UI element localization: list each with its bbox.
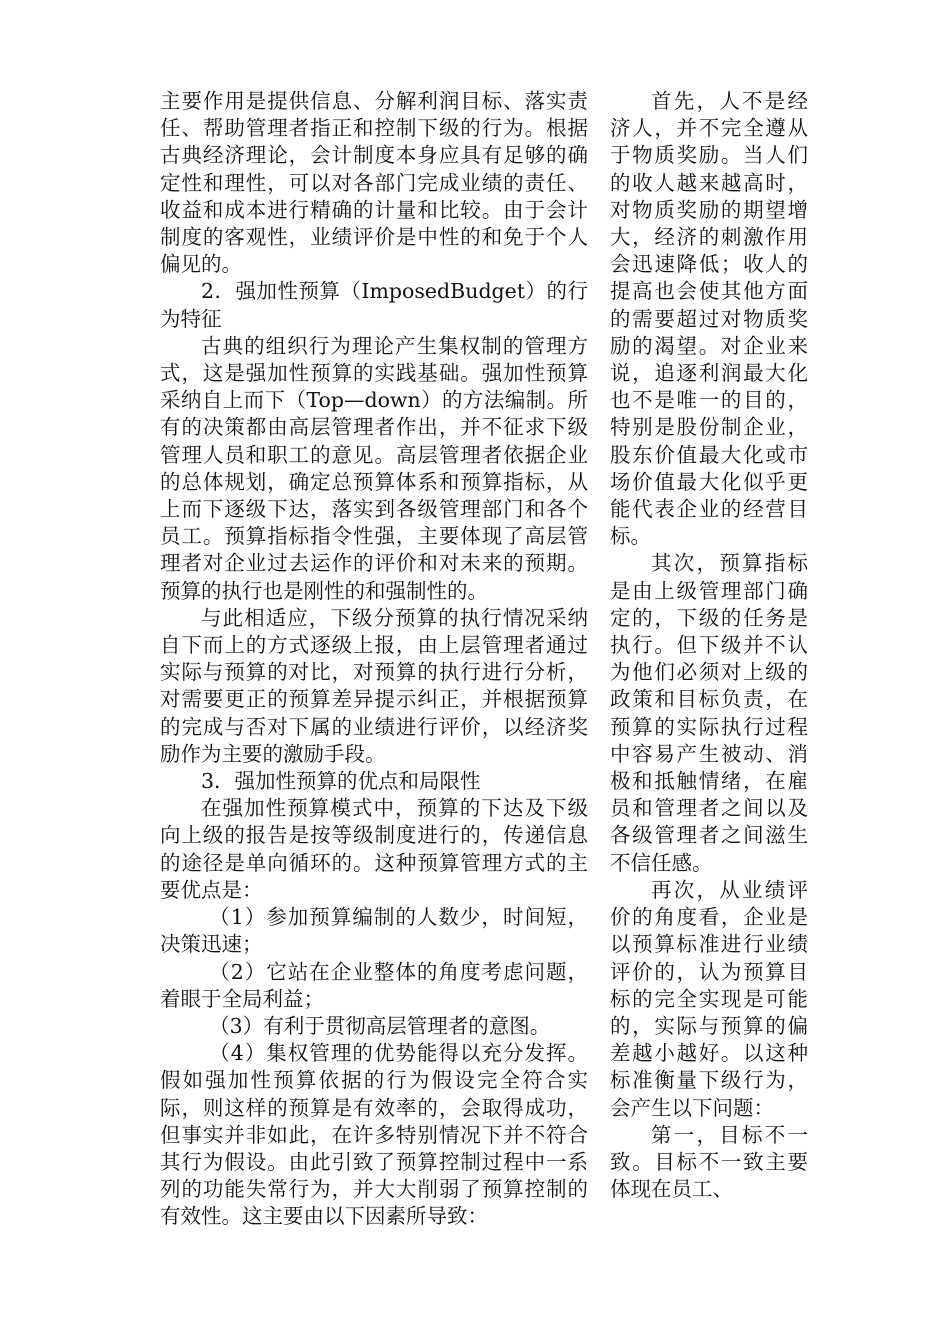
- paragraph-bottom-up-reporting: 与此相适应，下级分预算的执行情况采纳自下而上的方式逐级上报，由上层管理者通过实际与预算的对比，对预算的执行进行分析，对需要更正的预算差异提示纠正，并根据预算的完成与否对下属的业绩进行评价，以经济奖励作为主要的激励手段。: [160, 605, 588, 766]
- list-item-3: （3）有利于贯彻高层管理者的意图。: [209, 1013, 551, 1038]
- paragraph-third-performance-evaluation: 再次，从业绩评价的角度看，企业是以预算标准进行业绩评价的，认为预算目标的完全实现是可能的，实际与预算的偏差越小越好。以这种标准衡量下级行为，会产生以下问题：: [610, 877, 808, 1120]
- list-item-2: （2）它站在企业整体的角度考虑问题，着眼于全局利益；: [160, 959, 588, 1011]
- heading-advantages-limitations: 3．强加性预算的优点和局限性: [201, 769, 481, 794]
- paragraph-goal-inconsistency: 第一，目标不一致。目标不一致主要体现在员工、: [610, 1122, 808, 1202]
- paragraph-one-way-information: 在强加性预算模式中，预算的下达及下级向上级的报告是按等级制度进行的，传递信息的途径是单向循环的。这种预算管理方式的主要优点是：: [160, 796, 588, 902]
- list-item-4: （4）集权管理的优势能得以充分发挥。假如强加性预算依据的行为假设完全符合实际，则这样的预算是有效率的，会取得成功，但事实并非如此，在许多特别情况下并不符合其行为假设。由此引致了预算控制过程中一系列的功能失常行为，并大大削弱了预算控制的有效性。这主要由以下因素所导致：: [160, 1041, 588, 1229]
- paragraph-second-targets-set-above: 其次，预算指标是由上级管理部门确定的，下级的任务是执行。但下级并不认为他们必须对上级的政策和目标负责，在预算的实际执行过程中容易产生被动、消极和抵触情绪，在雇员和管理者之间以及各级管理者之间滋生不信任感。: [610, 551, 808, 875]
- paragraph-first-not-economic-man: 首先，人不是经济人，并不完全遵从于物质奖励。当人们的收人越来越高时，对物质奖励的期望增大，经济的刺激作用会迅速降低；收人的提高也会使其他方面的需要超过对物质奖励的渴望。对企业来说，追逐利润最大化也不是唯一的目的，特别是股份制企业，股东价值最大化或市场价值最大化似乎更能代表企业的经营目标。: [610, 89, 808, 549]
- right-text-column: [610, 88, 808, 1203]
- heading-imposed-budget-behavior: 2．强加性预算（ImposedBudget）的行为特征: [160, 279, 588, 331]
- left-text-column: [160, 88, 588, 1231]
- paragraph-accounting-role: 主要作用是提供信息、分解利润目标、落实责任、帮助管理者指正和控制下级的行为。根据古典经济理论，会计制度本身应具有足够的确定性和理性，可以对各部门完成业绩的责任、收益和成本进行精确的计量和比较。由于会计制度的客观性，业绩评价是中性的和免于个人偏见的。: [160, 89, 588, 277]
- list-item-1: （1）参加预算编制的人数少，时间短，决策迅速；: [160, 905, 588, 957]
- paragraph-centralized-management: 古典的组织行为理论产生集权制的管理方式，这是强加性预算的实践基础。强加性预算采纳自上而下（Top—down）的方法编制。所有的决策都由高层管理者作出，并不征求下级管理人员和职工的意见。高层管理者依据企业的总体规划，确定总预算体系和预算指标，从上而下逐级下达，落实到各级管理部门和各个员工。预算指标指令性强，主要体现了高层管理者对企业过去运作的评价和对未来的预期。预算的执行也是刚性的和强制性的。: [160, 333, 588, 603]
